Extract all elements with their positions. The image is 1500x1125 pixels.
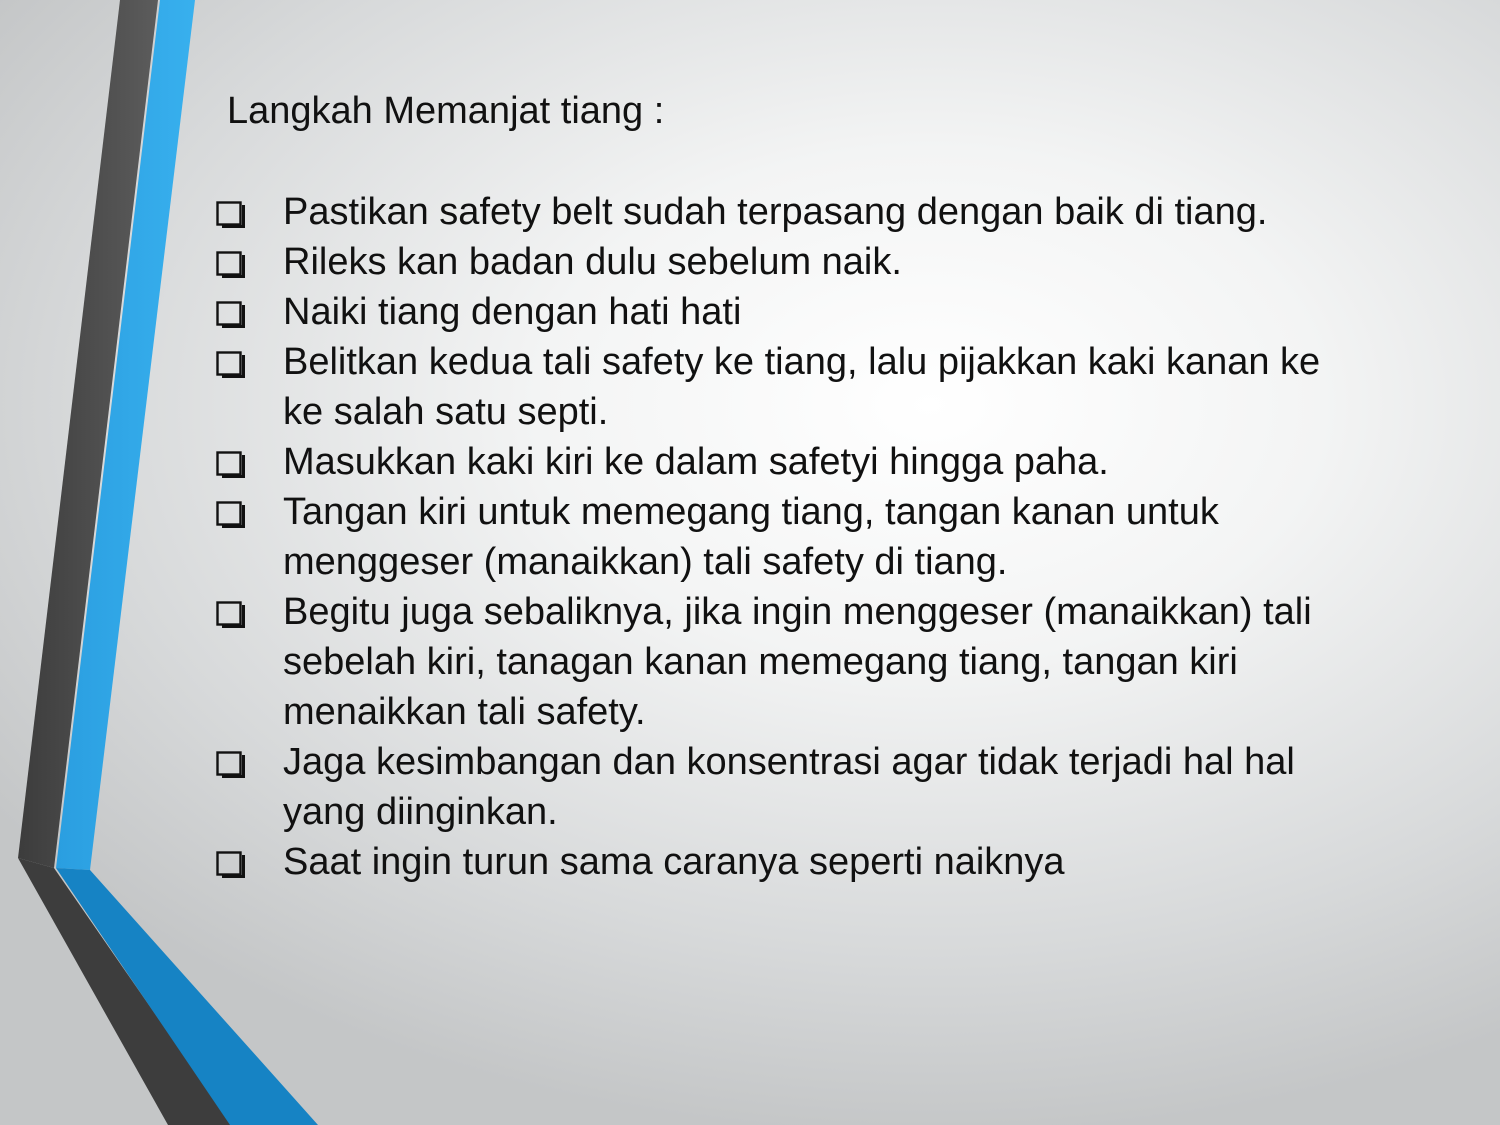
- slide-title: Langkah Memanjat tiang :: [227, 90, 665, 132]
- step-item: [211, 187, 1451, 237]
- step-item: [211, 737, 1451, 837]
- step-text: Naiki tiang dengan hati hati: [283, 291, 742, 333]
- step-item: [211, 837, 1451, 887]
- step-text: Rileks kan badan dulu sebelum naik.: [283, 241, 902, 283]
- step-item: [211, 437, 1451, 487]
- steps-list: [211, 187, 1451, 887]
- step-text: Begitu juga sebaliknya, jika ingin menggeser (manaikkan) tali sebelah kiri, tanagan kanan memegang tiang, tangan kiri menaikkan tali safety.: [283, 591, 1312, 733]
- step-item: [211, 287, 1451, 337]
- checkbox-bullet-icon: [216, 501, 246, 529]
- checkbox-bullet-icon: [216, 201, 246, 229]
- checkbox-bullet-icon: [216, 601, 246, 629]
- step-item: [211, 487, 1451, 587]
- checkbox-bullet-icon: [216, 851, 246, 879]
- step-text: Jaga kesimbangan dan konsentrasi agar tidak terjadi hal hal yang diinginkan.: [283, 741, 1295, 833]
- step-item: [211, 237, 1451, 287]
- step-text: Pastikan safety belt sudah terpasang dengan baik di tiang.: [283, 191, 1268, 233]
- step-text: Saat ingin turun sama caranya seperti naiknya: [283, 841, 1065, 883]
- checkbox-bullet-icon: [216, 351, 246, 379]
- step-item: [211, 337, 1451, 437]
- step-item: [211, 587, 1451, 737]
- step-text: Belitkan kedua tali safety ke tiang, lalu pijakkan kaki kanan ke ke salah satu septi.: [283, 341, 1321, 433]
- step-text: Tangan kiri untuk memegang tiang, tangan kanan untuk menggeser (manaikkan) tali safety di tiang.: [283, 491, 1219, 583]
- checkbox-bullet-icon: [216, 301, 246, 329]
- checkbox-bullet-icon: [216, 451, 246, 479]
- step-text: Masukkan kaki kiri ke dalam safetyi hingga paha.: [283, 441, 1109, 483]
- checkbox-bullet-icon: [216, 251, 246, 279]
- checkbox-bullet-icon: [216, 751, 246, 779]
